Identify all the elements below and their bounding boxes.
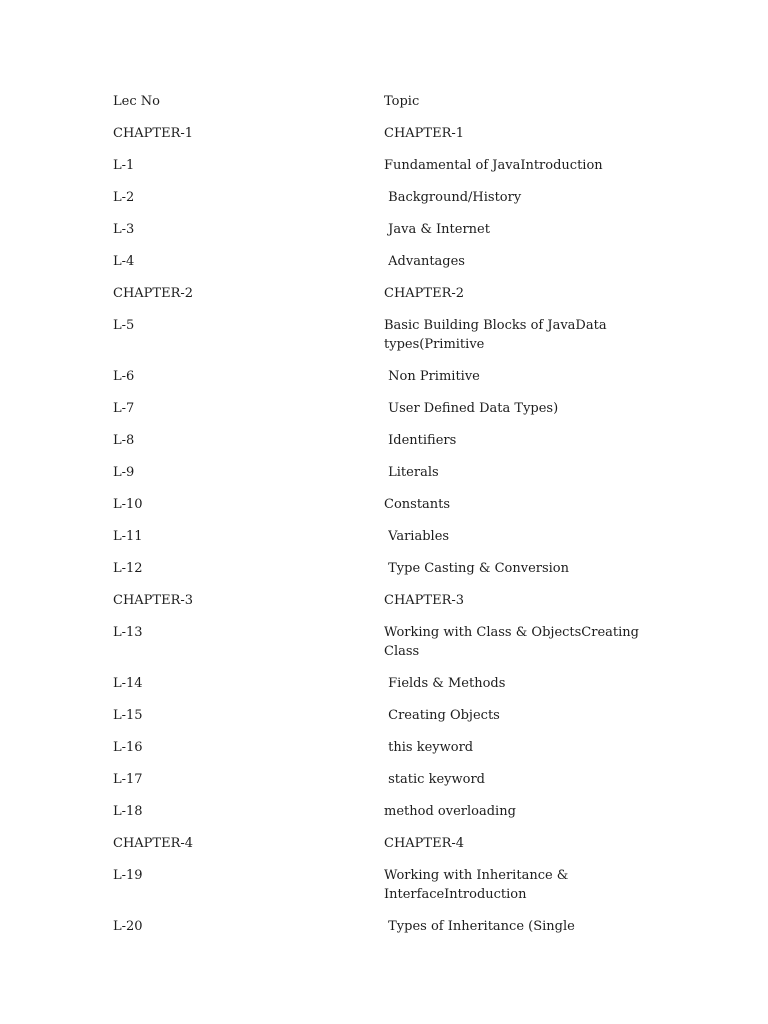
topic-cell: Fields & Methods [384,676,506,691]
table-row [113,834,673,853]
topic-cell: Background/History [384,190,522,205]
lec-no-cell: L-11 [113,529,143,544]
lec-no-cell: L-18 [113,804,143,819]
lec-no-cell: L-1 [113,158,135,173]
table-row [113,559,673,578]
header-lec-no: Lec No [113,94,160,109]
lec-no-cell: L-17 [113,772,143,787]
lec-no-cell: L-15 [113,708,143,723]
topic-cell: CHAPTER-2 [384,286,465,301]
lec-no-cell: L-2 [113,190,135,205]
topic-cell: Working with Class & ObjectsCreating Class [384,625,644,659]
lec-no-cell: L-7 [113,401,135,416]
topic-cell: Creating Objects [384,708,500,723]
lec-no-cell: L-13 [113,625,143,640]
topic-cell: Java & Internet [384,222,490,237]
topic-cell: Advantages [384,254,465,269]
lec-no-cell: L-4 [113,254,135,269]
table-row [113,495,673,514]
table-row [113,738,673,757]
lec-no-cell: L-8 [113,433,135,448]
table-row [113,623,673,661]
topic-cell: method overloading [384,804,516,819]
table-row [113,156,673,175]
topic-cell: CHAPTER-3 [384,593,465,608]
lec-no-cell: L-14 [113,676,143,691]
table-body [113,124,673,936]
lec-no-cell: L-20 [113,919,143,934]
topic-cell: Types of Inheritance (Single [384,919,575,934]
topic-cell: static keyword [384,772,485,787]
table-row [113,802,673,821]
table-row [113,591,673,610]
lec-no-cell: L-6 [113,369,135,384]
lec-no-cell: CHAPTER-2 [113,286,194,301]
lec-no-cell: CHAPTER-1 [113,126,194,141]
lec-no-cell: CHAPTER-4 [113,836,194,851]
table-row [113,367,673,386]
table-row [113,770,673,789]
table-row [113,917,673,936]
topic-cell: CHAPTER-1 [384,126,465,141]
table-row [113,220,673,239]
lec-no-cell: L-12 [113,561,143,576]
topic-cell: Working with Inheritance & InterfaceIntroduction [384,868,569,902]
header-topic: Topic [384,94,420,109]
table-row [113,284,673,303]
lec-no-cell: L-16 [113,740,143,755]
lec-no-cell: L-19 [113,868,143,883]
table-row [113,866,673,904]
table-row [113,674,673,693]
topic-cell: Non Primitive [384,369,480,384]
table-row [113,431,673,450]
lec-no-cell: L-9 [113,465,135,480]
table-header-row [113,92,673,111]
topic-cell: Fundamental of JavaIntroduction [384,158,603,173]
table-row [113,188,673,207]
topic-cell: Basic Building Blocks of JavaData types(Primitive [384,318,607,352]
lec-no-cell: L-5 [113,318,135,333]
topic-cell: User Defined Data Types) [384,401,559,416]
table-row [113,252,673,271]
lec-no-cell: CHAPTER-3 [113,593,194,608]
topic-cell: Constants [384,497,451,512]
lecture-plan-table [113,92,673,949]
topic-cell: Variables [384,529,450,544]
topic-cell: Type Casting & Conversion [384,561,570,576]
topic-cell: this keyword [384,740,474,755]
table-row [113,124,673,143]
table-row [113,706,673,725]
table-row [113,399,673,418]
topic-cell: CHAPTER-4 [384,836,465,851]
lec-no-cell: L-10 [113,497,143,512]
topic-cell: Identifiers [384,433,457,448]
table-row [113,316,673,354]
lec-no-cell: L-3 [113,222,135,237]
topic-cell: Literals [384,465,439,480]
table-row [113,463,673,482]
table-row [113,527,673,546]
